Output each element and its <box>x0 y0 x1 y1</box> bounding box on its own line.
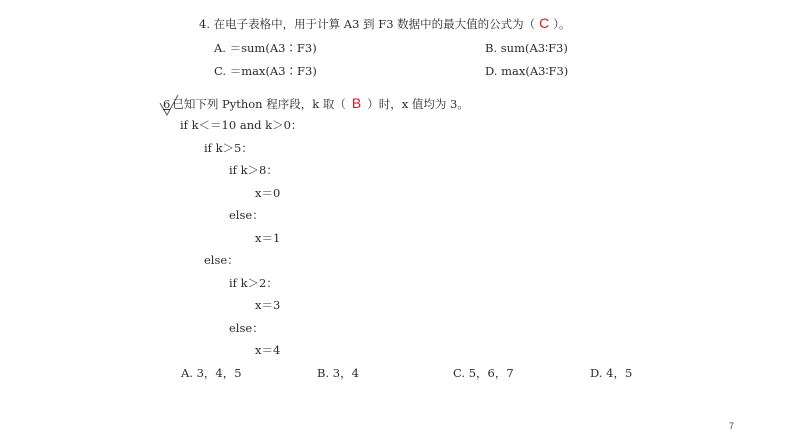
code-line: x＝3 <box>255 298 281 312</box>
code-line: if k＞5： <box>204 141 253 155</box>
code-line: else： <box>204 253 239 267</box>
q6-option-c: C. 5，6，7 <box>453 366 514 380</box>
q6-number: 6 <box>163 97 171 111</box>
code-line: x＝4 <box>255 343 281 357</box>
q6-stem <box>163 96 469 111</box>
code-line: x＝0 <box>255 186 281 200</box>
code-line: else： <box>229 321 264 335</box>
code-line: if k＜＝10 and k＞0： <box>180 118 303 132</box>
code-line: else： <box>229 208 264 222</box>
q6-option-a: A. 3，4，5 <box>181 366 242 380</box>
q4-option-a: A. ＝sum(A3∶F3) <box>214 41 317 55</box>
q6-option-d: D. 4，5 <box>590 366 633 380</box>
q6-stem-end: ）时，x 值均为 3。 <box>367 97 469 111</box>
q4-stem <box>199 16 571 31</box>
code-line: if k＞2： <box>229 276 278 290</box>
q4-option-c: C. ＝max(A3∶F3) <box>214 64 317 78</box>
q6-option-b: B. 3，4 <box>317 366 359 380</box>
q4-answer: C <box>539 15 550 31</box>
code-line: x＝1 <box>255 231 281 245</box>
q4-option-b: B. sum(A3∶F3) <box>485 41 568 55</box>
q6-answer: B <box>351 95 362 111</box>
q4-option-d: D. max(A3∶F3) <box>485 64 569 78</box>
page-number: 7 <box>729 421 735 431</box>
code-line: if k＞8： <box>229 163 278 177</box>
q4-stem-text: 4. 在电子表格中，用于计算 A3 到 F3 数据中的最大值的公式为（ <box>199 17 536 31</box>
q4-stem-end: ）。 <box>553 17 571 31</box>
q6-stem-text: 已知下列 Python 程序段，k 取（ <box>172 97 346 111</box>
